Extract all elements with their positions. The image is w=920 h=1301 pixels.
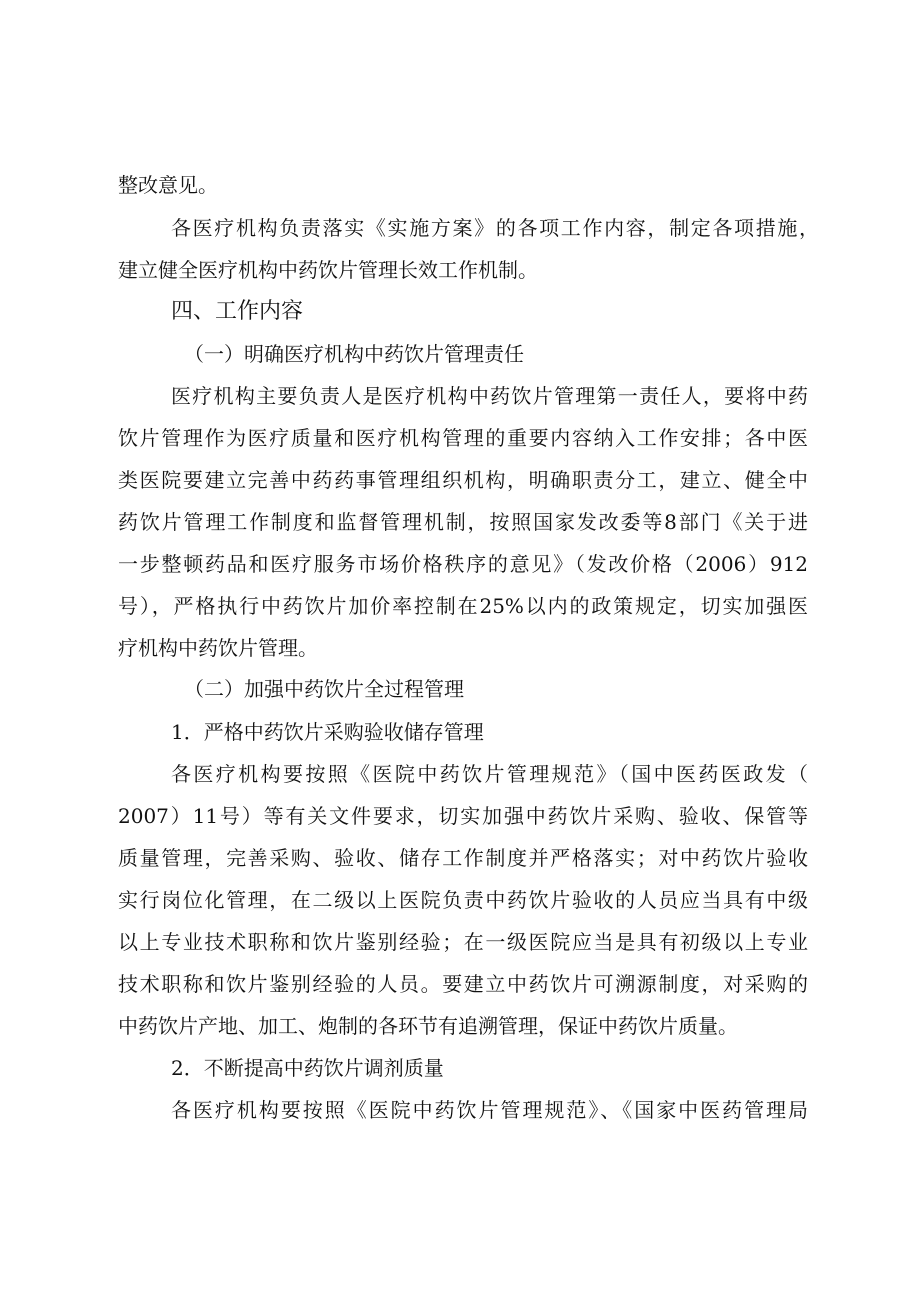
text-line: 各医疗机构负责落实《实施方案》的各项工作内容，制定各项措施， bbox=[171, 216, 819, 240]
subsection-heading: （一）明确医疗机构中药饮片管理责任 bbox=[184, 342, 524, 366]
section-heading: 四、工作内容 bbox=[171, 299, 304, 324]
subsection-heading: 2．不断提高中药饮片调剂质量 bbox=[171, 1056, 444, 1080]
text-line: 建立健全医疗机构中药饮片管理长效工作机制。 bbox=[118, 258, 538, 282]
text-line: 饮片管理作为医疗质量和医疗机构管理的重要内容纳入工作安排；各中医 bbox=[118, 426, 808, 450]
text-line: 药饮片管理工作制度和监督管理机制，按照国家发改委等8部门《关于进 bbox=[118, 510, 808, 534]
text-line: 一步整顿药品和医疗服务市场价格秩序的意见》（发改价格（2006）912 bbox=[118, 552, 808, 576]
text-line: 以上专业技术职称和饮片鉴别经验；在一级医院应当是具有初级以上专业 bbox=[118, 930, 808, 954]
text-line: 号），严格执行中药饮片加价率控制在25%以内的政策规定，切实加强医 bbox=[118, 594, 808, 618]
text-line: 各医疗机构要按照《医院中药饮片管理规范》、《国家中医药管理局 bbox=[171, 1098, 808, 1122]
subsection-heading: 1．严格中药饮片采购验收储存管理 bbox=[171, 720, 484, 744]
text-line: 技术职称和饮片鉴别经验的人员。要建立中药饮片可溯源制度，对采购的 bbox=[118, 972, 808, 996]
text-line: 疗机构中药饮片管理。 bbox=[118, 636, 318, 660]
text-line: 质量管理，完善采购、验收、储存工作制度并严格落实；对中药饮片验收 bbox=[118, 846, 808, 870]
text-line: 各医疗机构要按照《医院中药饮片管理规范》（国中医药医政发（ bbox=[171, 762, 808, 786]
text-line: 整改意见。 bbox=[118, 173, 218, 197]
text-line: 中药饮片产地、加工、炮制的各环节有追溯管理，保证中药饮片质量。 bbox=[118, 1014, 738, 1038]
text-line: 2007）11号）等有关文件要求，切实加强中药饮片采购、验收、保管等 bbox=[118, 804, 808, 828]
text-line: 医疗机构主要负责人是医疗机构中药饮片管理第一责任人，要将中药 bbox=[171, 384, 808, 408]
subsection-heading: （二）加强中药饮片全过程管理 bbox=[184, 677, 464, 701]
text-line: 实行岗位化管理，在二级以上医院负责中药饮片验收的人员应当具有中级 bbox=[118, 888, 808, 912]
text-line: 类医院要建立完善中药药事管理组织机构，明确职责分工，建立、健全中 bbox=[118, 468, 808, 492]
